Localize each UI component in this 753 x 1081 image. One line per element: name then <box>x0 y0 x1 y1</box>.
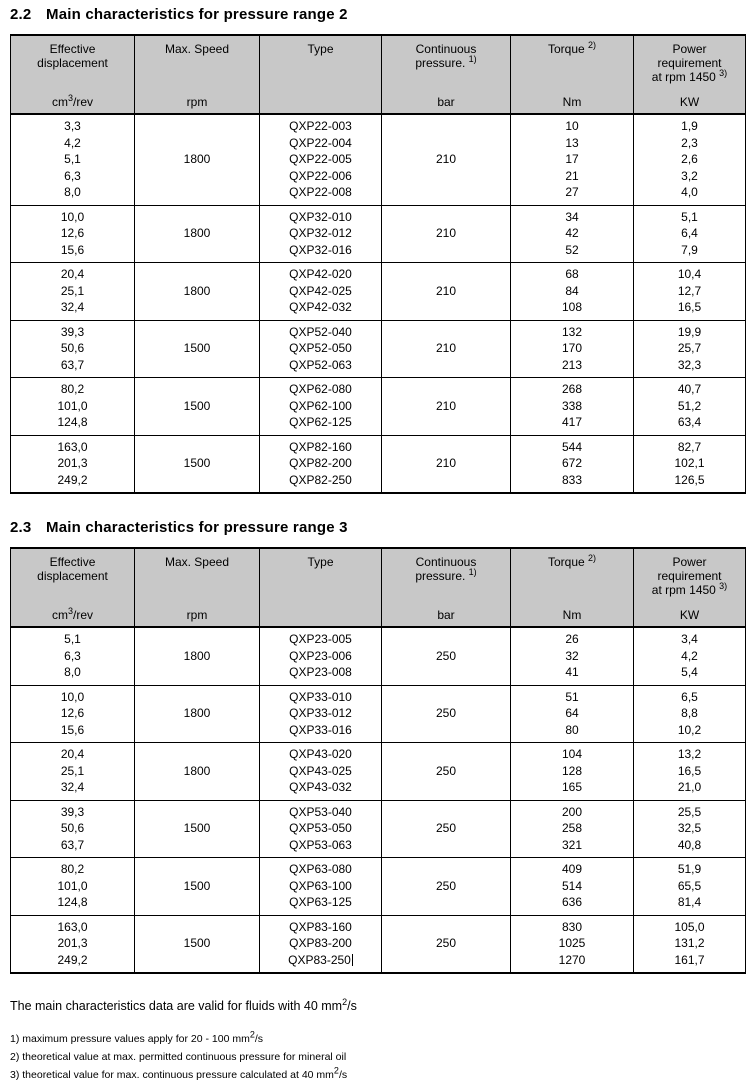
cell-torque: 132 170 213 <box>511 320 634 378</box>
cell-torque: 268 338 417 <box>511 378 634 436</box>
cell-torque: 830 1025 1270 <box>511 915 634 973</box>
cell-speed: 1500 <box>135 320 260 378</box>
cell-pressure: 210 <box>382 435 511 493</box>
cell-speed: 1800 <box>135 205 260 263</box>
cell-pressure: 250 <box>382 800 511 858</box>
section-heading-2-2 <box>10 6 745 23</box>
cell-power: 19,9 25,7 32,3 <box>634 320 746 378</box>
column-header-torque: Torque $^{2)}$ Nm <box>511 35 634 114</box>
column-header-type: Type <box>260 35 382 114</box>
cell-pressure: 250 <box>382 685 511 743</box>
cell-power: 3,4 4,2 5,4 <box>634 627 746 685</box>
cell-displacement: 5,1 6,3 8,0 <box>11 627 135 685</box>
row-group <box>11 627 746 685</box>
column-header-torque: Torque $^{2)}$ Nm <box>511 548 634 627</box>
section-number: 2.3 <box>10 519 32 536</box>
cell-displacement: 39,3 50,6 63,7 <box>11 800 135 858</box>
section-heading-2-3 <box>10 519 745 536</box>
cell-displacement: 3,3 4,2 5,1 6,3 8,0 <box>11 114 135 205</box>
cell-pressure: 210 <box>382 205 511 263</box>
cell-pressure: 250 <box>382 915 511 973</box>
row-group <box>11 743 746 801</box>
column-header-type: Type <box>260 548 382 627</box>
cell-speed: 1500 <box>135 800 260 858</box>
cell-displacement: 80,2 101,0 124,8 <box>11 858 135 916</box>
cell-displacement: 20,4 25,1 32,4 <box>11 743 135 801</box>
cell-type: QXP42-020 QXP42-025 QXP42-032 <box>260 263 382 321</box>
column-header-continuous-pressure: Continuous pressure. $^{1)}$ bar <box>382 35 511 114</box>
cell-pressure: 250 <box>382 743 511 801</box>
cell-power: 25,5 32,5 40,8 <box>634 800 746 858</box>
cell-displacement: 10,0 12,6 15,6 <box>11 685 135 743</box>
cell-power: 10,4 12,7 16,5 <box>634 263 746 321</box>
cell-speed: 1800 <box>135 627 260 685</box>
cell-displacement: 163,0 201,3 249,2 <box>11 435 135 493</box>
cell-type: QXP22-003 QXP22-004 QXP22-005 QXP22-006 QXP22-008 <box>260 114 382 205</box>
cell-displacement: 163,0 201,3 249,2 <box>11 915 135 973</box>
cell-speed: 1800 <box>135 743 260 801</box>
cell-displacement: 39,3 50,6 63,7 <box>11 320 135 378</box>
cell-torque: 409 514 636 <box>511 858 634 916</box>
text-cursor <box>352 954 353 966</box>
validity-note: The main characteristics data are valid for fluids with 40 $mm^2/s$ <box>10 996 357 1013</box>
cell-type: QXP63-080 QXP63-100 QXP63-125 <box>260 858 382 916</box>
cell-power: 5,1 6,4 7,9 <box>634 205 746 263</box>
row-group <box>11 800 746 858</box>
cell-pressure: 210 <box>382 114 511 205</box>
row-group <box>11 205 746 263</box>
cell-torque: 104 128 165 <box>511 743 634 801</box>
cell-torque: 10 13 17 21 27 <box>511 114 634 205</box>
cell-pressure: 210 <box>382 378 511 436</box>
cell-torque: 26 32 41 <box>511 627 634 685</box>
cell-type: QXP53-040 QXP53-050 QXP53-063 <box>260 800 382 858</box>
cell-speed: 1500 <box>135 915 260 973</box>
cell-pressure: 250 <box>382 627 511 685</box>
cell-pressure: 210 <box>382 320 511 378</box>
cell-speed: 1800 <box>135 114 260 205</box>
cell-power: 1,9 2,3 2,6 3,2 4,0 <box>634 114 746 205</box>
footnote-3: 3) theoretical value for max. continuous pressure calculated at 40 $mm^2/s$ <box>10 1065 348 1081</box>
section-title: Main characteristics for pressure range 3 <box>46 519 348 536</box>
cell-torque: 68 84 108 <box>511 263 634 321</box>
cell-type: QXP52-040 QXP52-050 QXP52-063 <box>260 320 382 378</box>
cell-speed: 1500 <box>135 858 260 916</box>
cell-power: 105,0 131,2 161,7 <box>634 915 746 973</box>
row-group <box>11 378 746 436</box>
cell-displacement: 10,0 12,6 15,6 <box>11 205 135 263</box>
cell-power: 40,7 51,2 63,4 <box>634 378 746 436</box>
column-header-max-speed: Max. Speed rpm <box>135 35 260 114</box>
characteristics-table-range-3 <box>10 547 746 974</box>
row-group <box>11 435 746 493</box>
cell-speed: 1800 <box>135 263 260 321</box>
cell-torque: 200 258 321 <box>511 800 634 858</box>
cell-pressure: 210 <box>382 263 511 321</box>
cell-power: 13,2 16,5 21,0 <box>634 743 746 801</box>
cell-type: QXP32-010 QXP32-012 QXP32-016 <box>260 205 382 263</box>
row-group <box>11 858 746 916</box>
cell-power: 6,5 8,8 10,2 <box>634 685 746 743</box>
row-group <box>11 915 746 973</box>
column-header-effective-displacement: Effective displacement $cm^3$/rev <box>11 35 135 114</box>
cell-speed: 1500 <box>135 378 260 436</box>
column-header-continuous-pressure: Continuous pressure. $^{1)}$ bar <box>382 548 511 627</box>
cell-displacement: 20,4 25,1 32,4 <box>11 263 135 321</box>
characteristics-table-range-2 <box>10 34 746 494</box>
cell-type: QXP33-010 QXP33-012 QXP33-016 <box>260 685 382 743</box>
cell-pressure: 250 <box>382 858 511 916</box>
section-number: 2.2 <box>10 6 32 23</box>
row-group <box>11 685 746 743</box>
footnotes <box>10 1029 745 1081</box>
cell-type: QXP82-160 QXP82-200 QXP82-250 <box>260 435 382 493</box>
row-group <box>11 263 746 321</box>
column-header-power-requirement: Power requirement at rpm 1450 $^{3)}$ KW <box>634 548 746 627</box>
column-header-power-requirement: Power requirement at rpm 1450 $^{3)}$ KW <box>634 35 746 114</box>
row-group <box>11 114 746 205</box>
cell-torque: 34 42 52 <box>511 205 634 263</box>
cell-speed: 1800 <box>135 685 260 743</box>
cell-speed: 1500 <box>135 435 260 493</box>
cell-type: QXP43-020 QXP43-025 QXP43-032 <box>260 743 382 801</box>
cell-power: 51,9 65,5 81,4 <box>634 858 746 916</box>
cell-type: QXP83-160 QXP83-200 QXP83-250 <box>260 915 382 973</box>
footnote-1: 1) maximum pressure values apply for 20 - 100 $mm^2/s$ <box>10 1029 264 1045</box>
footnote-2: 2) theoretical value at max. permitted continuous pressure for mineral oil <box>10 1051 347 1063</box>
cell-power: 82,7 102,1 126,5 <box>634 435 746 493</box>
column-header-effective-displacement: Effective displacement $cm^3$/rev <box>11 548 135 627</box>
cell-type: QXP23-005 QXP23-006 QXP23-008 <box>260 627 382 685</box>
section-title: Main characteristics for pressure range 2 <box>46 6 348 23</box>
cell-torque: 51 64 80 <box>511 685 634 743</box>
cell-type: QXP62-080 QXP62-100 QXP62-125 <box>260 378 382 436</box>
cell-torque: 544 672 833 <box>511 435 634 493</box>
column-header-max-speed: Max. Speed rpm <box>135 548 260 627</box>
cell-displacement: 80,2 101,0 124,8 <box>11 378 135 436</box>
row-group <box>11 320 746 378</box>
